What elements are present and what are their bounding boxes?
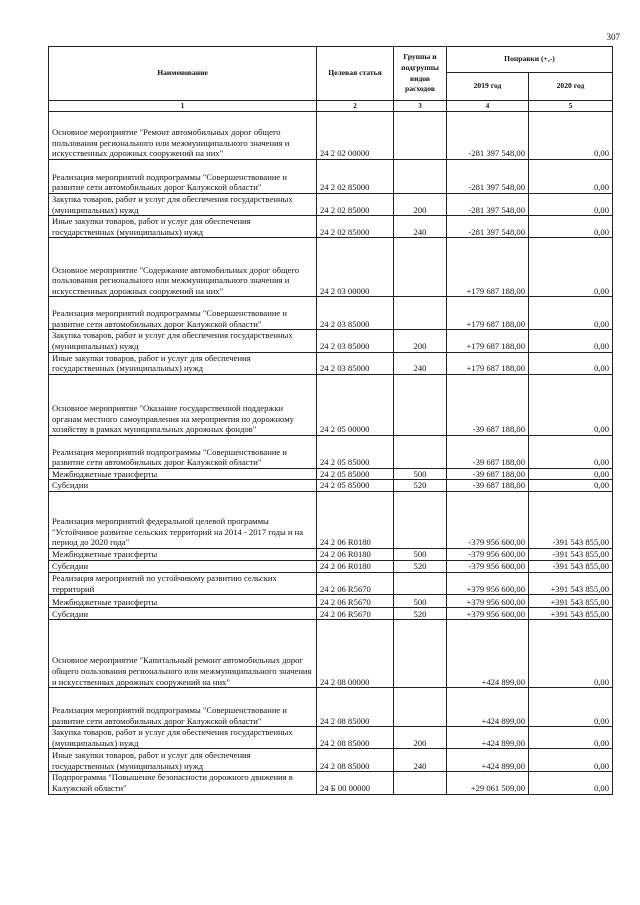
row-amount-2019: +179 687 188,00	[447, 330, 529, 352]
budget-amendments-table	[48, 46, 613, 795]
row-amount-2019: +379 956 600,00	[447, 608, 529, 620]
row-target-article: 24 2 06 R0180	[317, 548, 394, 560]
row-expense-group: 520	[394, 560, 447, 572]
row-amount-2019: -379 956 600,00	[447, 491, 529, 548]
table-row	[49, 374, 613, 435]
row-name: Реализация мероприятий подпрограммы "Совершенствование и развитие сети автомобильных дорог Калужской области"	[49, 297, 317, 330]
row-expense-group: 240	[394, 749, 447, 772]
row-expense-group	[394, 620, 447, 688]
row-expense-group	[394, 160, 447, 194]
header-target-article: Целевая статья	[317, 47, 394, 101]
row-amount-2019: +29 061 509,00	[447, 772, 529, 794]
row-name: Реализация мероприятий подпрограммы "Совершенствование и развитие сети автомобильных дорог Калужской области"	[49, 688, 317, 727]
row-expense-group	[394, 112, 447, 160]
table-row	[49, 595, 613, 608]
row-name: Иные закупки товаров, работ и услуг для обеспечения государственных (муниципальных) нужд	[49, 352, 317, 374]
row-name: Субсидии	[49, 560, 317, 572]
row-name: Основное мероприятие "Содержание автомобильных дорог общего пользования регионального или межмуниципального значения и искусственных дорожных сооружений на них"	[49, 238, 317, 297]
table-row	[49, 772, 613, 794]
row-amount-2020: 0,00	[529, 194, 613, 216]
row-expense-group	[394, 238, 447, 297]
table-row	[49, 435, 613, 468]
row-target-article: 24 Б 00 00000	[317, 772, 394, 794]
table-row	[49, 688, 613, 727]
row-expense-group: 200	[394, 727, 447, 749]
table-row	[49, 330, 613, 352]
row-amount-2020: -391 543 855,00	[529, 548, 613, 560]
row-target-article: 24 2 06 R0180	[317, 491, 394, 548]
table-row	[49, 112, 613, 160]
row-amount-2020: 0,00	[529, 297, 613, 330]
row-amount-2019: +424 899,00	[447, 727, 529, 749]
row-expense-group: 200	[394, 330, 447, 352]
table-row	[49, 548, 613, 560]
table-row	[49, 491, 613, 548]
column-number: 1	[49, 101, 317, 112]
table-row	[49, 468, 613, 480]
row-name: Межбюджетные трансферты	[49, 595, 317, 608]
row-target-article: 24 2 06 R5670	[317, 608, 394, 620]
table-row	[49, 297, 613, 330]
row-name: Закупка товаров, работ и услуг для обеспечения государственных (муниципальных) нужд	[49, 727, 317, 749]
row-target-article: 24 2 02 85000	[317, 216, 394, 238]
header-year-2019: 2019 год	[447, 73, 529, 101]
row-amount-2019: +179 687 188,00	[447, 238, 529, 297]
row-amount-2019: +179 687 188,00	[447, 297, 529, 330]
row-target-article: 24 2 08 85000	[317, 688, 394, 727]
row-expense-group: 520	[394, 608, 447, 620]
row-name: Реализация мероприятий подпрограммы "Совершенствование и развитие сети автомобильных дорог Калужской области"	[49, 435, 317, 468]
row-name: Закупка товаров, работ и услуг для обеспечения государственных (муниципальных) нужд	[49, 194, 317, 216]
row-name: Закупка товаров, работ и услуг для обеспечения государственных (муниципальных) нужд	[49, 330, 317, 352]
column-number: 3	[394, 101, 447, 112]
row-target-article: 24 2 03 85000	[317, 330, 394, 352]
row-name: Реализация мероприятий по устойчивому развитию сельских территорий	[49, 572, 317, 594]
row-amount-2020: 0,00	[529, 238, 613, 297]
column-number: 2	[317, 101, 394, 112]
row-amount-2020: 0,00	[529, 374, 613, 435]
row-target-article: 24 2 08 85000	[317, 749, 394, 772]
row-target-article: 24 2 08 00000	[317, 620, 394, 688]
row-name: Подпрограмма "Повышение безопасности дорожного движения в Калужской области"	[49, 772, 317, 794]
header-name: Наименование	[49, 47, 317, 101]
row-expense-group	[394, 572, 447, 594]
table-row	[49, 560, 613, 572]
column-number: 4	[447, 101, 529, 112]
row-amount-2019: -281 397 548,00	[447, 112, 529, 160]
row-target-article: 24 2 08 85000	[317, 727, 394, 749]
table-row	[49, 352, 613, 374]
row-expense-group	[394, 435, 447, 468]
table-row	[49, 480, 613, 492]
column-number: 5	[529, 101, 613, 112]
row-amount-2019: -39 687 188,00	[447, 480, 529, 492]
table-row	[49, 160, 613, 194]
row-expense-group	[394, 688, 447, 727]
row-target-article: 24 2 03 85000	[317, 297, 394, 330]
row-amount-2020: 0,00	[529, 749, 613, 772]
row-amount-2019: +379 956 600,00	[447, 595, 529, 608]
row-amount-2019: +424 899,00	[447, 749, 529, 772]
row-amount-2019: -39 687 188,00	[447, 374, 529, 435]
row-amount-2019: +424 899,00	[447, 620, 529, 688]
table-row	[49, 620, 613, 688]
row-target-article: 24 2 05 85000	[317, 480, 394, 492]
row-amount-2020: 0,00	[529, 352, 613, 374]
row-expense-group: 500	[394, 548, 447, 560]
row-expense-group: 500	[394, 468, 447, 480]
row-expense-group: 520	[394, 480, 447, 492]
row-target-article: 24 2 05 00000	[317, 374, 394, 435]
row-target-article: 24 2 02 85000	[317, 194, 394, 216]
row-amount-2019: -39 687 188,00	[447, 468, 529, 480]
row-name: Иные закупки товаров, работ и услуг для обеспечения государственных (муниципальных) нужд	[49, 749, 317, 772]
row-target-article: 24 2 06 R0180	[317, 560, 394, 572]
row-amount-2020: +391 543 855,00	[529, 595, 613, 608]
row-amount-2020: 0,00	[529, 216, 613, 238]
row-expense-group	[394, 297, 447, 330]
table-row	[49, 572, 613, 594]
row-amount-2020: 0,00	[529, 468, 613, 480]
row-expense-group: 500	[394, 595, 447, 608]
row-name: Реализация мероприятий подпрограммы "Совершенствование и развитие сети автомобильных дорог Калужской области"	[49, 160, 317, 194]
table-row	[49, 238, 613, 297]
row-name: Субсидии	[49, 608, 317, 620]
row-amount-2019: +179 687 188,00	[447, 352, 529, 374]
row-amount-2020: 0,00	[529, 727, 613, 749]
row-amount-2019: +379 956 600,00	[447, 572, 529, 594]
row-amount-2020: -391 543 855,00	[529, 560, 613, 572]
page-number: 307	[606, 32, 620, 42]
row-amount-2019: +424 899,00	[447, 688, 529, 727]
table-row	[49, 608, 613, 620]
row-name: Иные закупки товаров, работ и услуг для обеспечения государственных (муниципальных) нужд	[49, 216, 317, 238]
row-amount-2020: 0,00	[529, 688, 613, 727]
row-name: Субсидии	[49, 480, 317, 492]
row-amount-2020: 0,00	[529, 620, 613, 688]
row-expense-group: 240	[394, 352, 447, 374]
row-amount-2020: 0,00	[529, 330, 613, 352]
row-name: Основное мероприятие "Капитальный ремонт автомобильных дорог общего пользования регионального или межмуниципального значения и искусственных дорожных сооружений на них"	[49, 620, 317, 688]
row-amount-2019: -281 397 548,00	[447, 160, 529, 194]
table-row	[49, 194, 613, 216]
row-target-article: 24 2 02 85000	[317, 160, 394, 194]
row-expense-group	[394, 491, 447, 548]
table-row	[49, 749, 613, 772]
table-row	[49, 216, 613, 238]
row-amount-2019: -281 397 548,00	[447, 194, 529, 216]
row-target-article: 24 2 05 85000	[317, 468, 394, 480]
row-amount-2019: -379 956 600,00	[447, 548, 529, 560]
header-year-2020: 2020 год	[529, 73, 613, 101]
row-amount-2020: +391 543 855,00	[529, 572, 613, 594]
table-row	[49, 727, 613, 749]
row-expense-group	[394, 374, 447, 435]
row-amount-2020: 0,00	[529, 480, 613, 492]
row-amount-2020: 0,00	[529, 112, 613, 160]
row-target-article: 24 2 02 00000	[317, 112, 394, 160]
row-amount-2020: 0,00	[529, 435, 613, 468]
row-name: Межбюджетные трансферты	[49, 468, 317, 480]
header-amendments: Поправки (+,-)	[447, 47, 613, 73]
row-amount-2019: -281 397 548,00	[447, 216, 529, 238]
row-target-article: 24 2 03 00000	[317, 238, 394, 297]
row-amount-2019: -379 956 600,00	[447, 560, 529, 572]
header-expense-groups: Группы и подгруппы видов расходов	[394, 47, 447, 101]
row-name: Реализация мероприятий федеральной целевой программы "Устойчивое развитие сельских территорий на 2014 - 2017 годы и на период до 2020 года"	[49, 491, 317, 548]
row-amount-2020: -391 543 855,00	[529, 491, 613, 548]
row-target-article: 24 2 03 85000	[317, 352, 394, 374]
row-name: Межбюджетные трансферты	[49, 548, 317, 560]
row-expense-group: 240	[394, 216, 447, 238]
row-expense-group: 200	[394, 194, 447, 216]
row-amount-2020: 0,00	[529, 160, 613, 194]
row-amount-2019: -39 687 188,00	[447, 435, 529, 468]
row-name: Основное мероприятие "Ремонт автомобильных дорог общего пользования регионального или межмуниципального значения и искусственных дорожных сооружений на них"	[49, 112, 317, 160]
row-expense-group	[394, 772, 447, 794]
row-amount-2020: +391 543 855,00	[529, 608, 613, 620]
row-name: Основное мероприятие "Оказание государственной поддержки органам местного самоуправления на мероприятия по дорожному хозяйству в рамках муниципальных дорожных фондов"	[49, 374, 317, 435]
row-target-article: 24 2 06 R5670	[317, 595, 394, 608]
row-target-article: 24 2 05 85000	[317, 435, 394, 468]
row-target-article: 24 2 06 R5670	[317, 572, 394, 594]
row-amount-2020: 0,00	[529, 772, 613, 794]
